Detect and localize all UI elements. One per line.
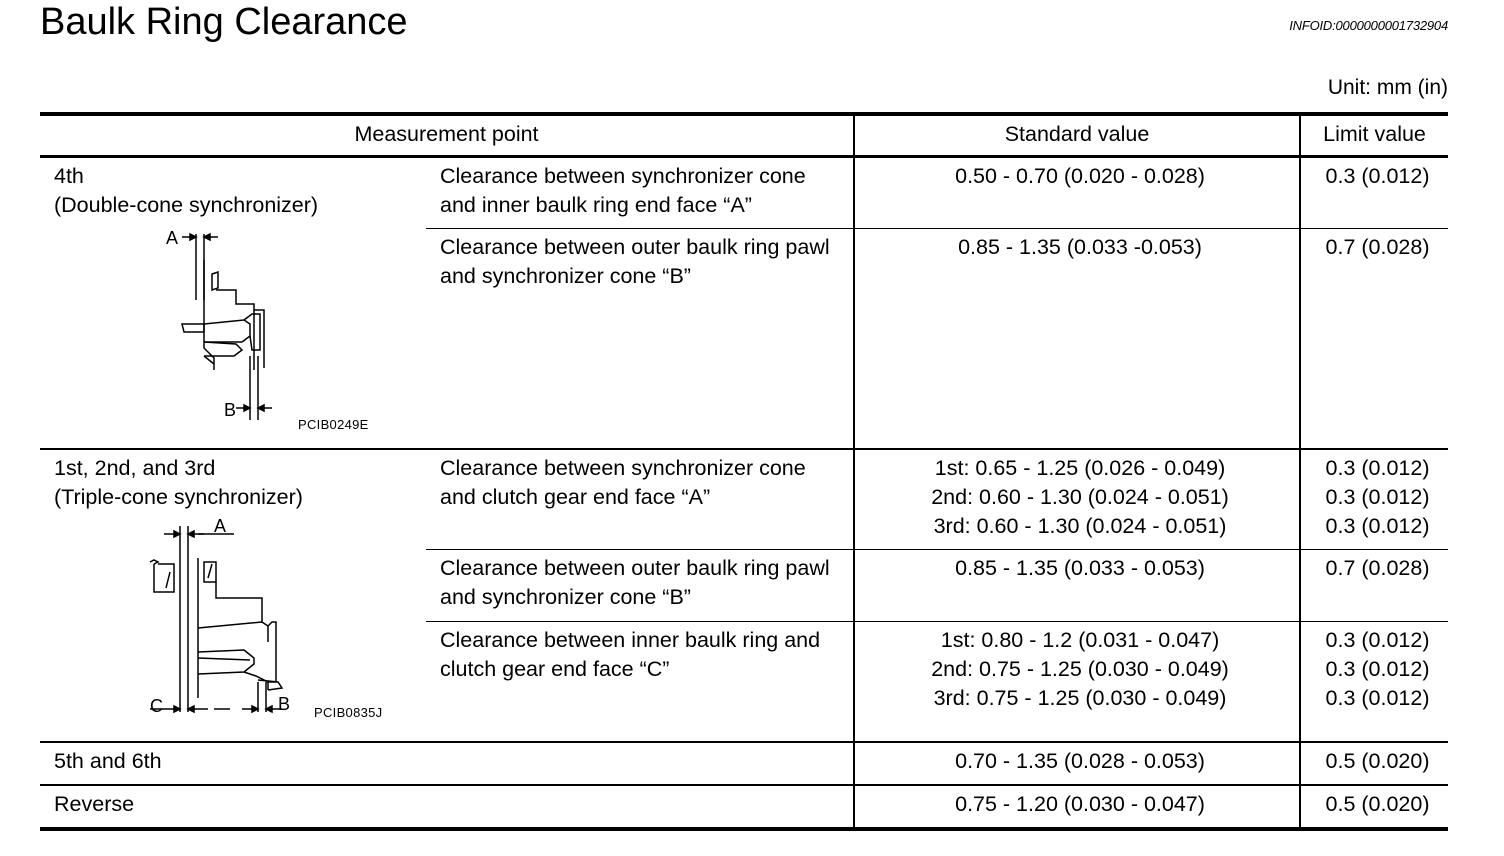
limit-cell: 0.7 (0.028) (1300, 550, 1448, 622)
standard-cell (854, 449, 1300, 550)
point-cell: Clearance between outer baulk ring pawl and synchronizer cone “B” (426, 229, 854, 449)
point-cell: Clearance between synchronizer cone and inner baulk ring end face “A” (426, 157, 854, 229)
page-title: Baulk Ring Clearance (40, 1, 408, 43)
standard-cell: 0.85 - 1.35 (0.033 -0.053) (854, 229, 1300, 449)
point-cell: Clearance between synchronizer cone and clutch gear end face “A” (426, 449, 854, 550)
unit-label: Unit: mm (in) (1327, 76, 1448, 99)
group-1st-3rd-cell (40, 449, 426, 742)
triple-cone-diagram (54, 512, 414, 718)
table-header-row (40, 114, 1448, 157)
limit-cell: 0.7 (0.028) (1300, 229, 1448, 449)
limit-cell (1300, 622, 1448, 742)
clearance-table (40, 112, 1448, 831)
limit-cell (1300, 449, 1448, 550)
figure-label-a: A (214, 515, 227, 536)
group-label: 4th (54, 164, 84, 188)
figure-label-a: A (166, 228, 179, 248)
standard-cell: 0.50 - 0.70 (0.020 - 0.028) (854, 157, 1300, 229)
standard-2nd: 2nd: 0.75 - 1.25 (0.030 - 0.049) (931, 657, 1229, 681)
limit-2nd: 0.3 (0.012) (1325, 484, 1430, 509)
group-label: 1st, 2nd, and 3rd (54, 455, 216, 480)
standard-cell: 0.85 - 1.35 (0.033 - 0.053) (854, 550, 1300, 622)
limit-cell: 0.5 (0.020) (1325, 791, 1430, 816)
table-row (40, 742, 1448, 785)
limit-cell: 0.3 (0.012) (1300, 157, 1448, 229)
figure-id: PCIB0835J (314, 704, 383, 720)
table-row (40, 449, 1448, 550)
standard-3rd: 3rd: 0.60 - 1.30 (0.024 - 0.051) (933, 513, 1227, 538)
standard-1st: 1st: 0.65 - 1.25 (0.026 - 0.049) (934, 455, 1226, 480)
limit-2nd: 0.3 (0.012) (1325, 657, 1430, 681)
table-row (40, 785, 1448, 829)
group-reverse-label: Reverse (40, 785, 854, 829)
limit-1st: 0.3 (0.012) (1325, 455, 1430, 480)
info-id: INFOID:0000000001732904 (1289, 18, 1448, 33)
standard-3rd: 3rd: 0.75 - 1.25 (0.030 - 0.049) (933, 686, 1227, 710)
limit-cell: 0.5 (0.020) (1300, 742, 1448, 785)
standard-cell (854, 622, 1300, 742)
figure-label-c: C (150, 695, 164, 716)
limit-1st: 0.3 (0.012) (1325, 628, 1430, 652)
group-sublabel: (Triple-cone synchronizer) (54, 484, 303, 509)
col-standard-value: Standard value (854, 114, 1300, 157)
group-5th-6th-label: 5th and 6th (40, 742, 854, 785)
figure-label-b: B (224, 400, 237, 420)
standard-cell: 0.70 - 1.35 (0.028 - 0.053) (854, 742, 1300, 785)
col-limit-value: Limit value (1300, 114, 1448, 157)
standard-2nd: 2nd: 0.60 - 1.30 (0.024 - 0.051) (931, 484, 1229, 509)
limit-3rd: 0.3 (0.012) (1325, 686, 1430, 710)
figure-label-b: B (278, 693, 291, 714)
table-row (40, 157, 1448, 229)
point-cell: Clearance between outer baulk ring pawl and synchronizer cone “B” (426, 550, 854, 622)
group-sublabel: (Double-cone synchronizer) (54, 193, 319, 217)
point-cell: Clearance between inner baulk ring and clutch gear end face “C” (426, 622, 854, 742)
limit-3rd: 0.3 (0.012) (1325, 513, 1430, 538)
col-measurement-point: Measurement point (40, 114, 854, 157)
group-4th-cell (40, 157, 426, 449)
figure-triple-cone (54, 512, 418, 718)
standard-1st: 1st: 0.80 - 1.2 (0.031 - 0.047) (940, 628, 1220, 652)
standard-cell: 0.75 - 1.20 (0.030 - 0.047) (854, 785, 1300, 829)
figure-id: PCIB0249E (298, 417, 369, 432)
figure-double-cone (54, 220, 418, 432)
